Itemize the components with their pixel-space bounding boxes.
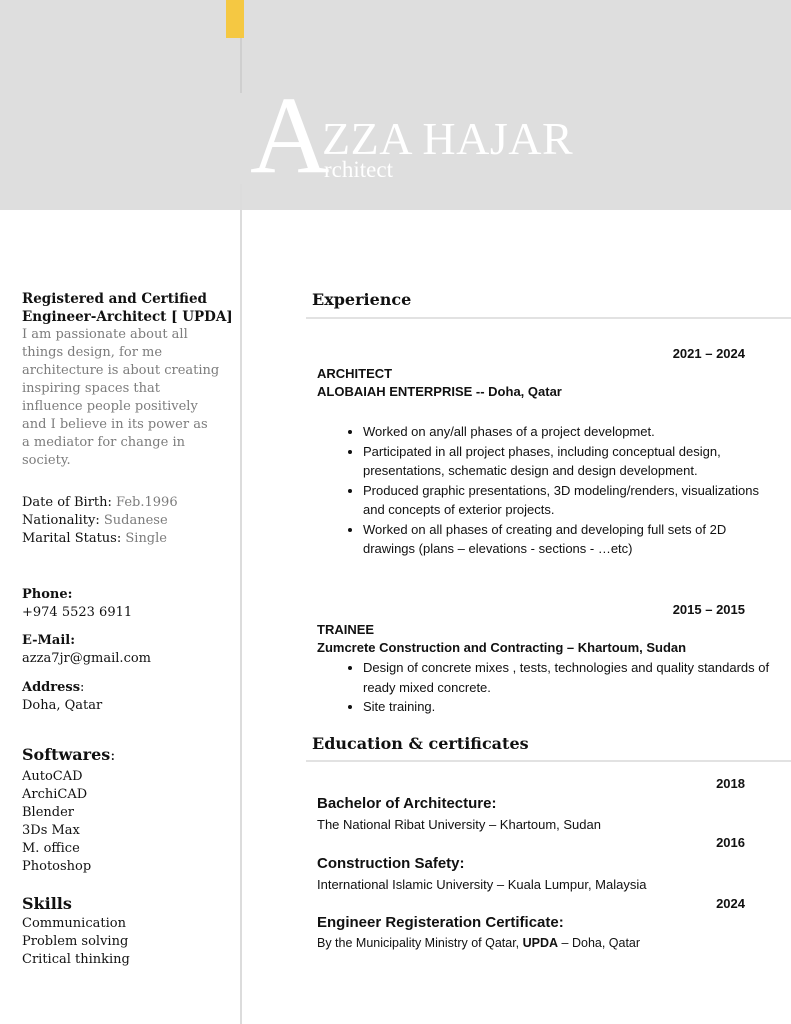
name-initial: A xyxy=(250,74,330,196)
dob-value: Feb.1996 xyxy=(116,495,178,510)
job-role: ARCHITECT xyxy=(317,366,393,381)
address-value: Doha, Qatar xyxy=(22,698,103,713)
job-bullets xyxy=(338,658,773,717)
bio-line: architecture is about creating xyxy=(22,363,220,378)
job-dates: 2021 – 2024 xyxy=(672,346,745,361)
education-title: Bachelor of Architecture: xyxy=(317,795,497,812)
accent-bar xyxy=(226,0,244,38)
profile-section xyxy=(22,290,233,470)
profile-heading-1: Registered and Certified xyxy=(22,291,207,307)
bio-line: and I believe in its power as xyxy=(22,417,208,432)
email-block xyxy=(22,632,151,668)
phone-label: Phone: xyxy=(22,587,73,602)
education-rule xyxy=(306,760,791,762)
nationality-value: Sudanese xyxy=(103,513,168,528)
address-label: Address xyxy=(22,680,81,695)
bio-line: society. xyxy=(22,453,71,468)
job-role: TRAINEE xyxy=(317,622,375,637)
software-item: Photoshop xyxy=(22,859,92,874)
software-item: M. office xyxy=(22,841,80,856)
header-band xyxy=(0,0,791,210)
job-bullets xyxy=(338,422,773,559)
softwares-colon: : xyxy=(110,746,116,764)
bio-line: things design, for me xyxy=(22,345,163,360)
experience-rule xyxy=(306,317,791,319)
cert-issuer: By the Municipality Ministry of Qatar, xyxy=(317,936,523,950)
bio xyxy=(22,326,233,470)
job-title: rchitect xyxy=(324,157,393,182)
bio-line: influence people positively xyxy=(22,399,198,414)
personal-info xyxy=(22,494,178,548)
bio-line: a mediator for change in xyxy=(22,435,185,450)
job-bullet: • Participated in all project phases, including conceptual design, presentations, schematic design and design development. xyxy=(363,442,773,481)
phone-block xyxy=(22,586,132,622)
job-company: ALOBAIAH ENTERPRISE -- Doha, Qatar xyxy=(317,384,562,399)
skills-heading: Skills xyxy=(22,894,72,913)
email-value: azza7jr@gmail.com xyxy=(22,651,151,666)
address-colon: : xyxy=(80,680,85,695)
nationality-label: Nationality: xyxy=(22,513,100,528)
profile-heading-2: Engineer-Architect [ UPDA] xyxy=(22,309,233,325)
address-block xyxy=(22,679,102,715)
phone-value: +974 5523 6911 xyxy=(22,605,133,620)
softwares-heading: Softwares xyxy=(22,745,111,764)
divider-line-main xyxy=(240,184,242,1024)
softwares-section xyxy=(22,746,115,876)
experience-heading: Experience xyxy=(312,290,412,309)
education-institution: The National Ribat University – Khartoum, Sudan xyxy=(317,817,601,832)
education-year: 2018 xyxy=(716,776,745,791)
education-institution xyxy=(317,936,640,950)
job-bullet: • Produced graphic presentations, 3D modeling/renders, visualizations and concepts of exterior projects. xyxy=(363,481,773,520)
education-heading: Education & certificates xyxy=(312,734,529,753)
software-item: Blender xyxy=(22,805,75,820)
job-bullet: • Worked on any/all phases of a project developmet. xyxy=(363,422,773,442)
skill-item: Communication xyxy=(22,916,126,931)
job-bullet: • Design of concrete mixes , tests, technologies and quality standards of ready mixed concrete. xyxy=(363,658,773,697)
bio-line: I am passionate about all xyxy=(22,327,188,342)
education-year: 2024 xyxy=(716,896,745,911)
job-bullet: • Site training. xyxy=(363,697,773,717)
cert-location: – Doha, Qatar xyxy=(558,936,641,950)
dob-label: Date of Birth: xyxy=(22,495,112,510)
email-label: E-Mail: xyxy=(22,633,76,648)
cert-body: UPDA xyxy=(522,936,559,950)
education-title: Construction Safety: xyxy=(317,855,465,872)
skill-item: Problem solving xyxy=(22,934,129,949)
software-item: AutoCAD xyxy=(22,769,83,784)
marital-row xyxy=(22,530,178,548)
dob-row xyxy=(22,494,178,512)
skill-item: Critical thinking xyxy=(22,952,130,967)
software-item: 3Ds Max xyxy=(22,823,80,838)
education-year: 2016 xyxy=(716,835,745,850)
name: ZZA HAJAR xyxy=(322,113,574,164)
marital-value: Single xyxy=(125,531,167,546)
education-title: Engineer Registeration Certificate: xyxy=(317,914,564,931)
software-item: ArchiCAD xyxy=(22,787,88,802)
job-company: Zumcrete Construction and Contracting – Khartoum, Sudan xyxy=(317,640,687,655)
marital-label: Marital Status: xyxy=(22,531,122,546)
job-bullet: • Worked on all phases of creating and developing full sets of 2D drawings (plans – elevations - sections - …etc) xyxy=(363,520,773,559)
bio-line: inspiring spaces that xyxy=(22,381,160,396)
skills-section xyxy=(22,895,130,969)
education-institution: International Islamic University – Kuala Lumpur, Malaysia xyxy=(317,877,647,892)
nationality-row xyxy=(22,512,178,530)
divider-line-top xyxy=(240,38,242,93)
job-dates: 2015 – 2015 xyxy=(672,602,745,617)
